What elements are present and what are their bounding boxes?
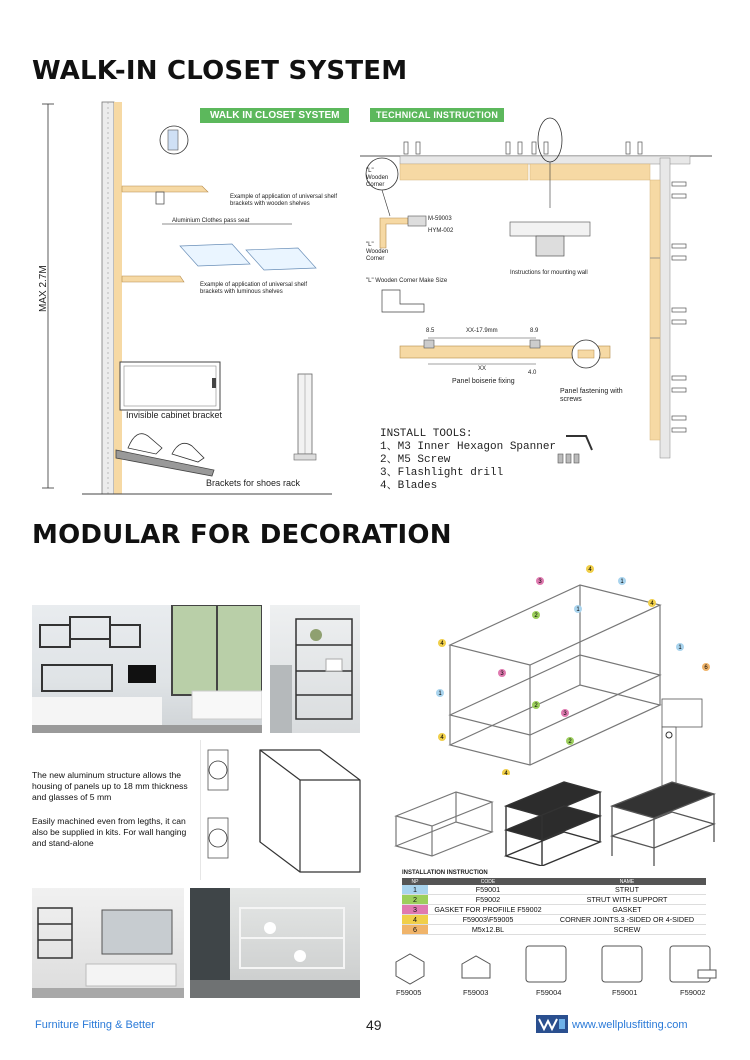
desc-aluminum-structure: The new aluminum structure allows the housing of panels up to 18 mm thickness and glasses of 5 mm [32,770,188,802]
dim-d: 4.0 [528,370,537,376]
tool-item: 1、M3 Inner Hexagon Spanner [380,441,557,453]
row-number: 3 [402,905,428,915]
note-clothes-rail: Aluminium Clothes pass seat [172,218,250,224]
photo-living-room [32,605,262,733]
photo-shelf-unit [270,605,360,733]
badge-label: 3 [500,671,504,677]
closet-diagram [32,98,350,498]
frame-detail-sketches [200,740,365,880]
row-number: 2 [402,895,428,905]
table-row [402,915,706,925]
tool-item: 4、Blades [380,480,438,492]
desc-easily-machined: Easily machined even from legths, it can also be supplied in kits. For wall hanging and stand-alone [32,816,187,848]
dim-c: 8.9 [530,328,539,334]
note-luminous-shelves: Example of application of universal shelf brackets with luminous shelves [200,282,308,296]
label-cabinet-bracket: Invisible cabinet bracket [126,410,223,420]
label-shoe-bracket: Brackets for shoes rack [206,478,301,488]
closet-tag: WALK IN CLOSET SYSTEM [200,108,349,123]
badge-label: 4 [440,641,444,647]
badge-label: 2 [568,739,572,745]
row-code: M5x12.BL [428,925,548,935]
profile-label: F59003 [463,988,489,997]
table-header: CODE [428,878,548,885]
tool-item: 3、Flashlight drill [380,467,504,479]
max-height-label: MAX 2.7M [38,265,49,312]
dim-a: 8.5 [426,328,435,334]
technical-instruction-diagram [360,98,720,498]
footer-tagline: Furniture Fitting & Better [35,1019,155,1031]
table-header-row [402,878,706,885]
make-size-label: "L" Wooden Corner Make Size [366,278,448,284]
panel-fastening-label: Panel fastening with screws [560,388,623,404]
badge-label: 1 [438,691,442,697]
installation-title: INSTALLATION INSTRUCTION [402,870,488,876]
installation-table [402,878,706,935]
row-code: F59001 [428,885,548,895]
badge-label: 4 [650,601,654,607]
install-tools [380,428,556,493]
row-name: GASKET [548,905,706,915]
row-code: GASKET FOR PROFIILE F59002 [428,905,548,915]
table-row [402,905,706,915]
badge-label: 1 [620,579,624,585]
profile-label: F59005 [396,988,422,997]
row-number: 4 [402,915,428,925]
tool-item: 2、M5 Screw [380,454,451,466]
footer-website-link[interactable]: www.wellplusfitting.com [572,1019,688,1031]
tech-tag: TECHNICAL INSTRUCTION [370,108,504,122]
row-name: STRUT WITH SUPPORT [548,895,706,905]
row-number: 1 [402,885,428,895]
section-title-modular: MODULAR FOR DECORATION [32,520,452,550]
table-header: NP [402,878,428,885]
row-name: SCREW [548,925,706,935]
section-title-closet: WALK-IN CLOSET SYSTEM [32,56,408,86]
badge-label: 1 [576,607,580,613]
profile-label: F59001 [612,988,638,997]
row-name: STRUT [548,885,706,895]
table-row [402,925,706,935]
page-number: 49 [366,1017,382,1033]
table-row [402,885,706,895]
row-name: CORNER JOINTS.3 -SIDED OR 4-SIDED [548,915,706,925]
table-row [402,895,706,905]
photo-kitchen-shelf [190,888,360,998]
badge-label: 1 [678,645,682,651]
badge-label: 6 [704,665,708,671]
dim-xx: XX [478,366,487,372]
part-code-b: HYM-002 [428,228,454,234]
profile-drawings [392,940,718,988]
badge-label: 3 [538,579,542,585]
badge-label: 4 [588,567,592,573]
l-corner-label-1: "L" Wooden Corner [366,168,389,189]
frame-renderings [392,776,718,866]
row-code: F59003\F59005 [428,915,548,925]
badge-label: 4 [440,735,444,741]
part-code-a: M-59003 [428,216,452,222]
badge-label: 3 [563,711,567,717]
l-corner-label-2: "L" Wooden Corner [366,242,389,263]
profile-label: F59004 [536,988,562,997]
table-header: NAME [548,878,706,885]
badge-label: 4 [504,771,508,775]
badge-label: 2 [534,703,538,709]
brand-logo-icon [536,1015,568,1033]
note-wooden-shelves: Example of application of universal shelf brackets with wooden shelves [230,194,338,208]
closet-drawing [32,98,350,498]
photo-lounge [32,888,184,998]
profile-label: F59002 [680,988,706,997]
row-code: F59002 [428,895,548,905]
dim-b: XX-17.9mm [466,328,498,334]
panel-fixing-label: Panel boiserie fixing [452,378,515,385]
mounting-wall-label: Instructions for mounting wall [510,270,588,276]
badge-label: 2 [534,613,538,619]
install-tools-title: INSTALL TOOLS: [380,428,473,440]
row-number: 6 [402,925,428,935]
